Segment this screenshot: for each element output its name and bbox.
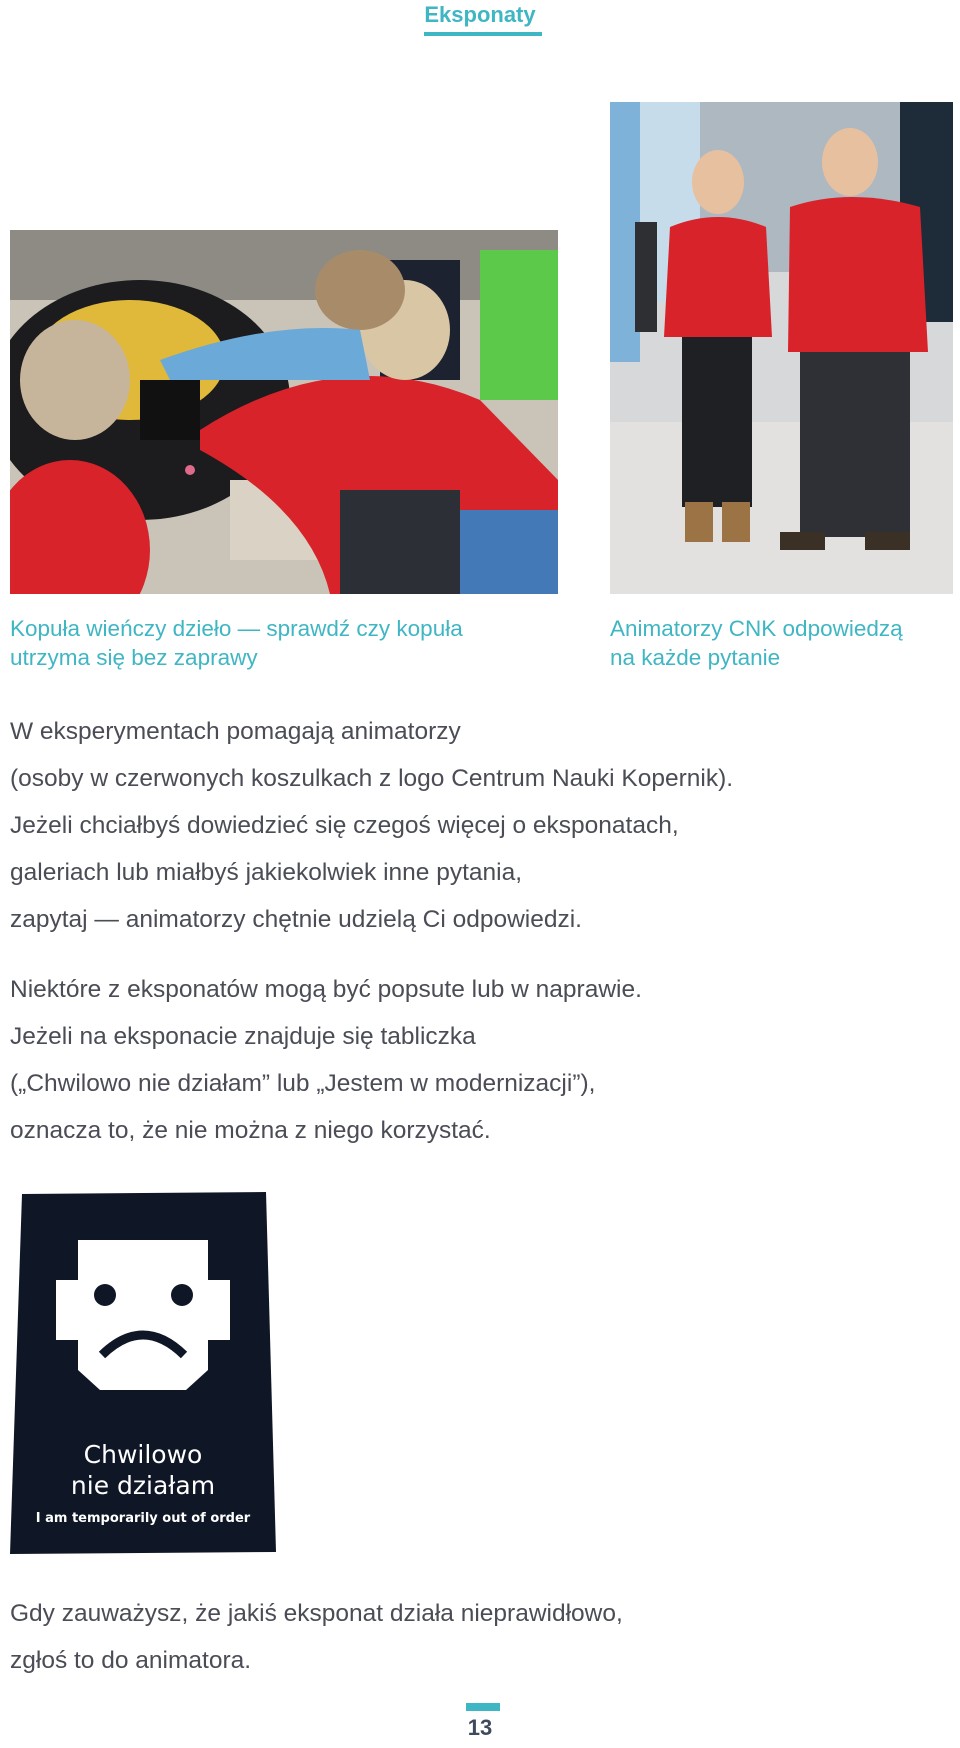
text-line: Gdy zauważysz, że jakiś eksponat działa nieprawidłowo, <box>10 1600 623 1627</box>
text-line: („Chwilowo nie działam” lub „Jestem w modernizacji”), <box>10 1070 596 1097</box>
paragraph-report <box>10 1590 623 1684</box>
sign-line-1: Chwilowo <box>83 1440 203 1469</box>
caption-line: Kopuła wieńczy dzieło — sprawdź czy kopuła <box>10 616 463 641</box>
caption-line: Animatorzy CNK odpowiedzą <box>610 616 903 641</box>
caption-line: na każde pytanie <box>610 645 781 670</box>
text-line: W eksperymentach pomagają animatorzy <box>10 718 461 745</box>
text-line: zapytaj — animatorzy chętnie udzielą Ci odpowiedzi. <box>10 906 582 933</box>
out-of-order-sign <box>8 1190 278 1556</box>
title-underline <box>424 32 542 36</box>
text-line: zgłoś to do animatora. <box>10 1647 252 1674</box>
dome-exhibit-photo <box>10 230 558 594</box>
caption-line: utrzyma się bez zaprawy <box>10 645 258 670</box>
sign-line-3: I am temporarily out of order <box>35 1511 251 1526</box>
dome-photo-caption <box>10 614 463 672</box>
text-line: galeriach lub miałbyś jakiekolwiek inne pytania, <box>10 859 523 886</box>
text-line: Jeżeli chciałbyś dowiedzieć się czegoś więcej o eksponatach, <box>10 812 679 839</box>
page-number: 13 <box>467 1715 493 1740</box>
animators-photo-caption <box>610 614 903 672</box>
text-line: oznacza to, że nie można z niego korzystać. <box>10 1117 491 1144</box>
paragraph-animators <box>10 708 733 943</box>
animators-photo <box>610 102 953 594</box>
text-line: Niektóre z eksponatów mogą być popsute lub w naprawie. <box>10 976 642 1003</box>
text-line: Jeżeli na eksponacie znajduje się tabliczka <box>10 1023 476 1050</box>
sad-robot-icon <box>56 1240 230 1390</box>
text-line: (osoby w czerwonych koszulkach z logo Centrum Nauki Kopernik). <box>10 765 734 792</box>
paragraph-broken-exhibits <box>10 966 642 1154</box>
section-title: Eksponaty <box>424 2 536 27</box>
sign-line-2: nie działam <box>70 1471 216 1500</box>
page-number-marker <box>466 1703 500 1711</box>
